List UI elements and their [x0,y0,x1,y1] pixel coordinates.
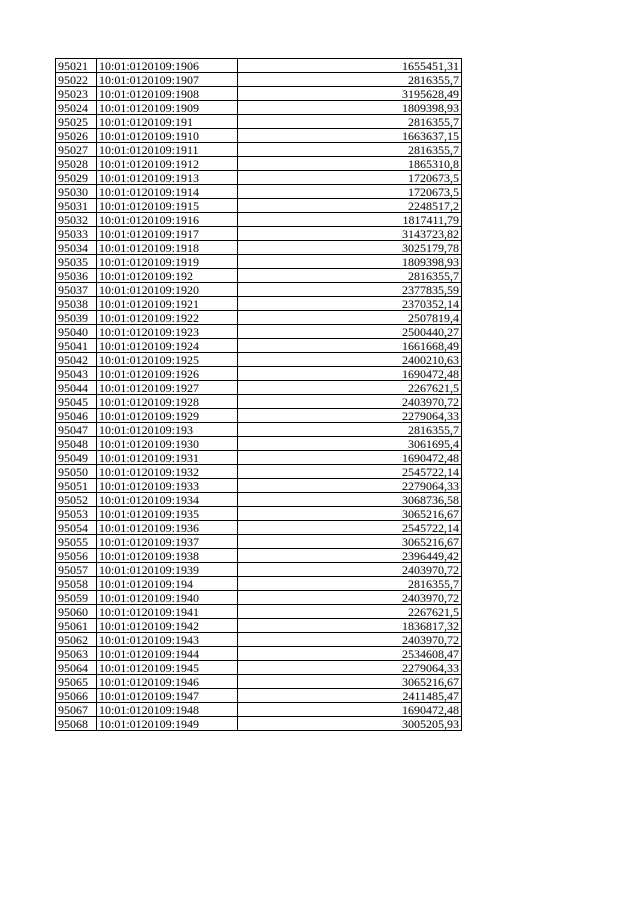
row-id-cell: 95045 [56,395,97,409]
table-row [56,227,462,241]
cadastral-code-cell: 10:01:0120109:1908 [97,87,238,101]
table-row [56,521,462,535]
cadastral-code-cell: 10:01:0120109:1914 [97,185,238,199]
cadastral-code-cell: 10:01:0120109:1944 [97,647,238,661]
value-cell: 2267621,5 [238,381,462,395]
table-row [56,325,462,339]
table-row [56,689,462,703]
row-id-cell: 95042 [56,353,97,367]
value-cell: 2400210,63 [238,353,462,367]
table-row [56,339,462,353]
row-id-cell: 95061 [56,619,97,633]
value-cell: 2279064,33 [238,409,462,423]
table-row [56,633,462,647]
table-row [56,157,462,171]
value-cell: 1817411,79 [238,213,462,227]
table-row [56,171,462,185]
cadastral-code-cell: 10:01:0120109:1933 [97,479,238,493]
row-id-cell: 95027 [56,143,97,157]
cadastral-code-cell: 10:01:0120109:193 [97,423,238,437]
value-cell: 2500440,27 [238,325,462,339]
row-id-cell: 95025 [56,115,97,129]
table-row [56,143,462,157]
cadastral-code-cell: 10:01:0120109:1925 [97,353,238,367]
value-cell: 1865310,8 [238,157,462,171]
row-id-cell: 95029 [56,171,97,185]
cadastral-code-cell: 10:01:0120109:1934 [97,493,238,507]
row-id-cell: 95043 [56,367,97,381]
value-cell: 3143723,82 [238,227,462,241]
row-id-cell: 95023 [56,87,97,101]
cadastral-code-cell: 10:01:0120109:1938 [97,549,238,563]
cadastral-code-cell: 10:01:0120109:1935 [97,507,238,521]
row-id-cell: 95055 [56,535,97,549]
cadastral-code-cell: 10:01:0120109:1949 [97,717,238,731]
row-id-cell: 95028 [56,157,97,171]
value-cell: 1663637,15 [238,129,462,143]
value-cell: 2248517,2 [238,199,462,213]
cadastral-code-cell: 10:01:0120109:1916 [97,213,238,227]
cadastral-code-cell: 10:01:0120109:1909 [97,101,238,115]
table-row [56,311,462,325]
cadastral-code-cell: 10:01:0120109:1923 [97,325,238,339]
cadastral-code-cell: 10:01:0120109:1946 [97,675,238,689]
row-id-cell: 95058 [56,577,97,591]
row-id-cell: 95053 [56,507,97,521]
table-row [56,213,462,227]
table-body [56,59,462,731]
value-cell: 1720673,5 [238,185,462,199]
value-cell: 2816355,7 [238,73,462,87]
cadastral-code-cell: 10:01:0120109:1939 [97,563,238,577]
value-cell: 2545722,14 [238,521,462,535]
value-cell: 3061695,4 [238,437,462,451]
row-id-cell: 95034 [56,241,97,255]
cadastral-code-cell: 10:01:0120109:1912 [97,157,238,171]
table-row [56,549,462,563]
cadastral-code-cell: 10:01:0120109:194 [97,577,238,591]
row-id-cell: 95052 [56,493,97,507]
table-row [56,647,462,661]
value-cell: 2403970,72 [238,395,462,409]
cadastral-code-cell: 10:01:0120109:1940 [97,591,238,605]
row-id-cell: 95048 [56,437,97,451]
table-row [56,437,462,451]
value-cell: 2545722,14 [238,465,462,479]
row-id-cell: 95032 [56,213,97,227]
table-row [56,493,462,507]
cadastral-code-cell: 10:01:0120109:1927 [97,381,238,395]
row-id-cell: 95044 [56,381,97,395]
table-row [56,185,462,199]
value-cell: 3068736,58 [238,493,462,507]
value-cell: 2396449,42 [238,549,462,563]
cadastral-code-cell: 10:01:0120109:1941 [97,605,238,619]
row-id-cell: 95056 [56,549,97,563]
cadastral-code-cell: 10:01:0120109:1921 [97,297,238,311]
table-row [56,717,462,731]
table-row [56,605,462,619]
value-cell: 1720673,5 [238,171,462,185]
cadastral-code-cell: 10:01:0120109:192 [97,269,238,283]
cadastral-code-cell: 10:01:0120109:1945 [97,661,238,675]
row-id-cell: 95067 [56,703,97,717]
table-row [56,367,462,381]
value-cell: 2411485,47 [238,689,462,703]
cadastral-code-cell: 10:01:0120109:1915 [97,199,238,213]
cadastral-code-cell: 10:01:0120109:1947 [97,689,238,703]
table-row [56,563,462,577]
cadastral-code-cell: 10:01:0120109:1911 [97,143,238,157]
row-id-cell: 95021 [56,59,97,73]
cadastral-code-cell: 10:01:0120109:1910 [97,129,238,143]
row-id-cell: 95068 [56,717,97,731]
row-id-cell: 95024 [56,101,97,115]
cadastral-code-cell: 10:01:0120109:1943 [97,633,238,647]
value-cell: 3065216,67 [238,507,462,521]
value-cell: 2377835,59 [238,283,462,297]
table-row [56,535,462,549]
value-cell: 1809398,93 [238,255,462,269]
row-id-cell: 95026 [56,129,97,143]
table-row [56,451,462,465]
table-row [56,675,462,689]
row-id-cell: 95036 [56,269,97,283]
table-row [56,241,462,255]
value-cell: 2816355,7 [238,423,462,437]
cadastral-code-cell: 10:01:0120109:1907 [97,73,238,87]
cadastral-code-cell: 10:01:0120109:1924 [97,339,238,353]
table-row [56,129,462,143]
table-row [56,591,462,605]
row-id-cell: 95040 [56,325,97,339]
row-id-cell: 95054 [56,521,97,535]
table-row [56,283,462,297]
cadastral-code-cell: 10:01:0120109:1930 [97,437,238,451]
table-row [56,269,462,283]
cadastral-code-cell: 10:01:0120109:1936 [97,521,238,535]
cadastral-code-cell: 10:01:0120109:1948 [97,703,238,717]
value-cell: 3005205,93 [238,717,462,731]
table-row [56,73,462,87]
row-id-cell: 95037 [56,283,97,297]
cadastral-code-cell: 10:01:0120109:1937 [97,535,238,549]
cadastral-code-cell: 10:01:0120109:1906 [97,59,238,73]
value-cell: 2403970,72 [238,633,462,647]
table-row [56,101,462,115]
table-row [56,409,462,423]
value-cell: 1661668,49 [238,339,462,353]
value-cell: 2816355,7 [238,143,462,157]
value-cell: 1809398,93 [238,101,462,115]
row-id-cell: 95060 [56,605,97,619]
value-cell: 2370352,14 [238,297,462,311]
table-row [56,507,462,521]
row-id-cell: 95063 [56,647,97,661]
table-row [56,87,462,101]
table-row [56,423,462,437]
table-row [56,59,462,73]
cadastral-code-cell: 10:01:0120109:1918 [97,241,238,255]
value-cell: 1836817,32 [238,619,462,633]
cadastral-code-cell: 10:01:0120109:1920 [97,283,238,297]
row-id-cell: 95064 [56,661,97,675]
cadastral-code-cell: 10:01:0120109:1929 [97,409,238,423]
cadastral-code-cell: 10:01:0120109:1919 [97,255,238,269]
value-cell: 2816355,7 [238,269,462,283]
value-cell: 1690472,48 [238,451,462,465]
table-row [56,703,462,717]
row-id-cell: 95041 [56,339,97,353]
row-id-cell: 95035 [56,255,97,269]
cadastral-code-cell: 10:01:0120109:1926 [97,367,238,381]
data-table [55,58,462,731]
table-row [56,479,462,493]
value-cell: 1690472,48 [238,703,462,717]
cadastral-code-cell: 10:01:0120109:1922 [97,311,238,325]
value-cell: 2279064,33 [238,661,462,675]
table-row [56,395,462,409]
value-cell: 2279064,33 [238,479,462,493]
value-cell: 2816355,7 [238,577,462,591]
row-id-cell: 95050 [56,465,97,479]
cadastral-code-cell: 10:01:0120109:191 [97,115,238,129]
value-cell: 2534608,47 [238,647,462,661]
row-id-cell: 95031 [56,199,97,213]
row-id-cell: 95038 [56,297,97,311]
table-row [56,255,462,269]
cadastral-code-cell: 10:01:0120109:1932 [97,465,238,479]
row-id-cell: 95059 [56,591,97,605]
cadastral-code-cell: 10:01:0120109:1931 [97,451,238,465]
value-cell: 2403970,72 [238,563,462,577]
row-id-cell: 95022 [56,73,97,87]
row-id-cell: 95046 [56,409,97,423]
row-id-cell: 95039 [56,311,97,325]
row-id-cell: 95057 [56,563,97,577]
table-row [56,115,462,129]
cadastral-code-cell: 10:01:0120109:1913 [97,171,238,185]
row-id-cell: 95049 [56,451,97,465]
cadastral-code-cell: 10:01:0120109:1928 [97,395,238,409]
row-id-cell: 95047 [56,423,97,437]
value-cell: 2403970,72 [238,591,462,605]
value-cell: 2816355,7 [238,115,462,129]
row-id-cell: 95065 [56,675,97,689]
value-cell: 3065216,67 [238,535,462,549]
value-cell: 1690472,48 [238,367,462,381]
row-id-cell: 95030 [56,185,97,199]
value-cell: 1655451,31 [238,59,462,73]
value-cell: 3195628,49 [238,87,462,101]
row-id-cell: 95033 [56,227,97,241]
value-cell: 2507819,4 [238,311,462,325]
value-cell: 2267621,5 [238,605,462,619]
value-cell: 3025179,78 [238,241,462,255]
table-row [56,297,462,311]
row-id-cell: 95051 [56,479,97,493]
value-cell: 3065216,67 [238,675,462,689]
table-row [56,353,462,367]
table-row [56,619,462,633]
table-row [56,661,462,675]
cadastral-code-cell: 10:01:0120109:1917 [97,227,238,241]
table-row [56,465,462,479]
cadastral-code-cell: 10:01:0120109:1942 [97,619,238,633]
row-id-cell: 95066 [56,689,97,703]
table-row [56,577,462,591]
row-id-cell: 95062 [56,633,97,647]
table-row [56,199,462,213]
table-row [56,381,462,395]
